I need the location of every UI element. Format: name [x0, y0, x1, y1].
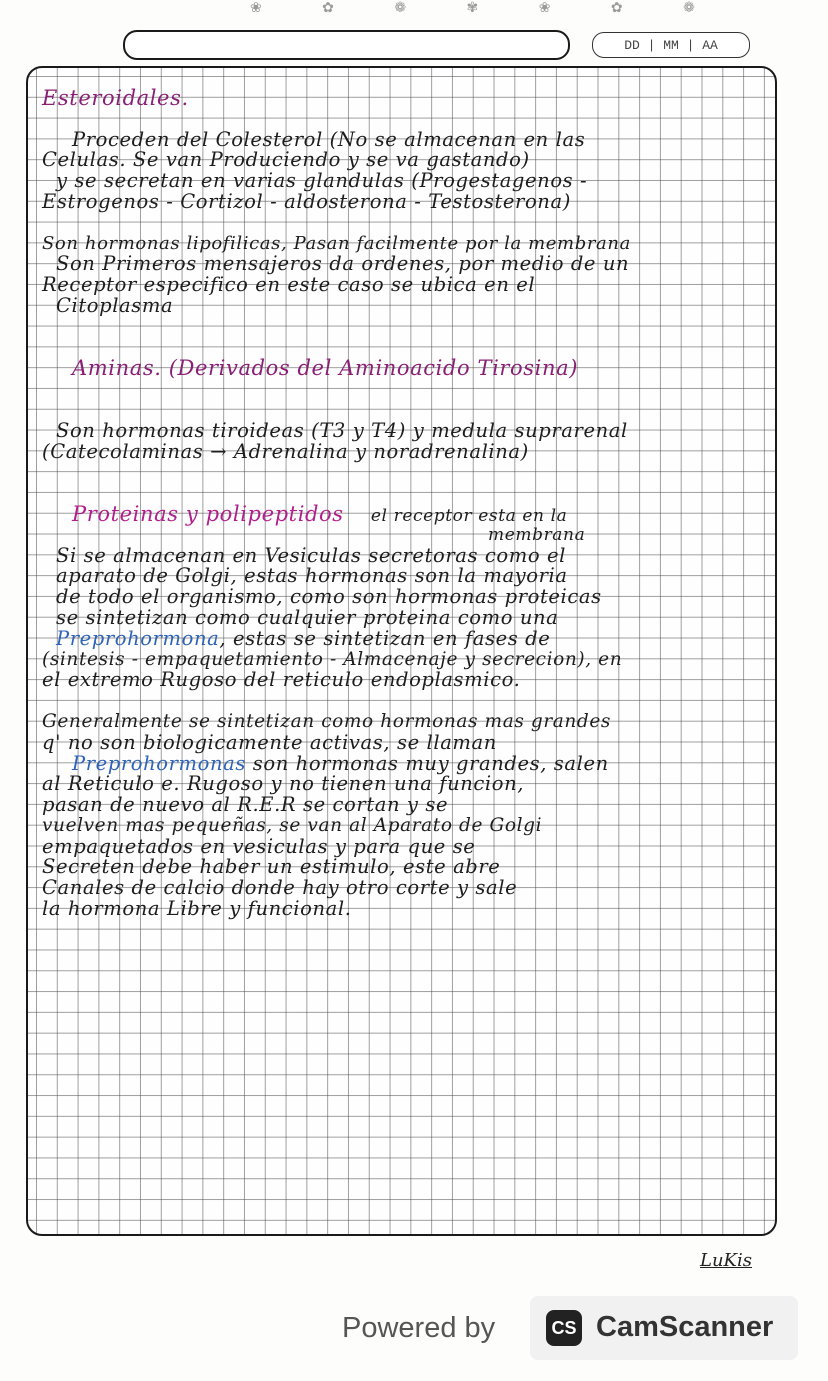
- grid-sheet: [26, 66, 777, 1236]
- camscanner-badge: [530, 1296, 798, 1360]
- camscanner-brand: CamScanner: [596, 1311, 774, 1343]
- note-line: el extremo Rugoso del reticulo endoplasmico.: [42, 668, 521, 692]
- note-line: Celulas. Se van Produciendo y se va gastando): [42, 148, 530, 172]
- preprohormonas-term: Preprohormonas: [72, 751, 246, 775]
- handwritten-notes: [42, 88, 767, 920]
- section-title-aminas: Aminas. (Derivados del Aminoacido Tirosina): [72, 356, 579, 381]
- note-line: empaquetados en vesiculas y para que se: [42, 834, 476, 858]
- powered-by-label: Powered by: [342, 1312, 496, 1344]
- note-line: Estrogenos - Cortizol - aldosterona - Testosterona): [42, 189, 571, 213]
- note-line: Proceden del Colesterol (No se almacenan en las: [72, 127, 586, 151]
- receptor-note-2: membrana: [488, 524, 586, 545]
- note-line: Receptor especifico en este caso se ubica en el: [42, 273, 536, 297]
- note-line: Generalmente se sintetizan como hormonas mas grandes: [42, 710, 612, 732]
- section-title-esteroidales: Esteroidales.: [42, 86, 189, 110]
- note-line: Son Primeros mensajeros da ordenes, por medio de un: [56, 252, 630, 276]
- section-title-proteinas: Proteinas y polipeptidos: [72, 501, 344, 526]
- note-line: , estas se sintetizan en fases de: [219, 626, 551, 650]
- note-line: (Catecolaminas → Adrenalina y noradrenalina): [42, 439, 529, 463]
- note-line: la hormona Libre y funcional.: [42, 897, 352, 921]
- signature: LuKis: [700, 1250, 752, 1271]
- note-line: al Reticulo e. Rugoso y no tienen una funcion,: [42, 772, 525, 796]
- preprohormona-term: Preprohormona: [56, 626, 220, 650]
- note-line: Canales de calcio donde hay otro corte y sale: [42, 876, 518, 900]
- note-line: Si se almacenan en Vesiculas secretoras como el: [56, 543, 566, 567]
- note-line: aparato de Golgi, estas hormonas son la mayoria: [56, 564, 568, 588]
- title-field: [123, 30, 570, 60]
- receptor-note: el receptor esta en la: [370, 505, 568, 526]
- note-line: se sintetizan como cualquier proteina como una: [56, 605, 559, 629]
- date-field: DD | MM | AA: [592, 32, 750, 58]
- camscanner-logo-icon: CS: [546, 1310, 582, 1346]
- top-decoration: ❀ ✿ ❁ ✾ ❀ ✿ ❁: [250, 0, 723, 16]
- note-line: son hormonas muy grandes, salen: [245, 751, 609, 775]
- note-line: q' no son biologicamente activas, se llaman: [42, 730, 497, 754]
- note-line: de todo el organismo, como son hormonas proteicas: [56, 585, 602, 609]
- note-line: (sintesis - empaquetamiento - Almacenaje y secrecion), en: [42, 648, 623, 670]
- note-line: Son hormonas tiroideas (T3 y T4) y medula suprarenal: [56, 418, 628, 442]
- camscanner-footer: [0, 1296, 828, 1366]
- note-line: y se secretan en varias glandulas (Progestagenos -: [56, 169, 588, 193]
- note-line: pasan de nuevo al R.E.R se cortan y se: [42, 793, 449, 817]
- note-line: Citoplasma: [56, 293, 174, 317]
- note-line: vuelven mas pequeñas, se van al Aparato de Golgi: [42, 814, 543, 836]
- note-line: Secreten debe haber un estimulo, este abre: [42, 855, 501, 879]
- note-line: Son hormonas lipofilicas, Pasan facilmente por la membrana: [42, 232, 631, 254]
